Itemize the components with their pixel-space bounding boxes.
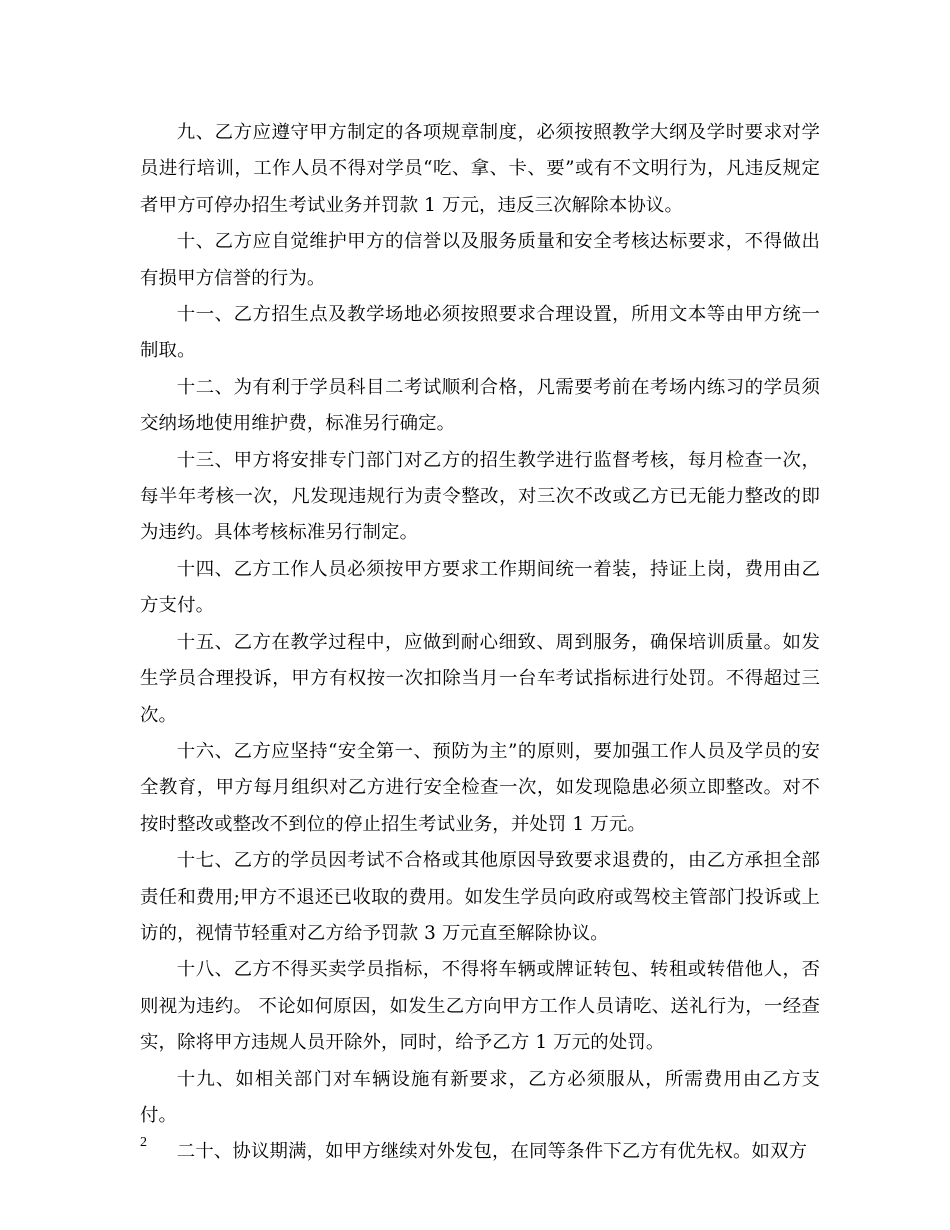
clause-9: 九、乙方应遵守甲方制定的各项规章制度，必须按照教学大纲及学时要求对学员进行培训，工作人员不得对学员“吃、拿、卡、要”或有不文明行为，凡违反规定者甲方可停办招生考试业务并罚款 1 万元，违反三次解除本协议。 — [140, 122, 820, 216]
clause-12: 十二、为有利于学员科目二考试顺利合格，凡需要考前在考场内练习的学员须交纳场地使用维护费，标准另行确定。 — [140, 376, 820, 435]
page-number: 2 — [140, 1135, 147, 1150]
clause-19: 十九、如相关部门对车辆设施有新要求，乙方必须服从，所需费用由乙方支付。 — [140, 1068, 820, 1126]
clause-20: 二十、协议期满，如甲方继续对外发包，在同等条件下乙方有优先权。如双方 — [176, 1141, 808, 1163]
clause-13: 十三、甲方将安排专门部门对乙方的招生教学进行监督考核，每月检查一次，每半年考核一次，凡发现违规行为责令整改，对三次不改或乙方已无能力整改的即为违约。具体考核标准另行制定。 — [140, 449, 820, 544]
document-body — [140, 115, 820, 1171]
clause-18: 十八、乙方不得买卖学员指标，不得将车辆或牌证转包、转租或转借他人，否则视为违约。 不论如何原因，如发生乙方向甲方工作人员请吃、送礼行为，一经查实，除将甲方违规人员开除外，同时，给予乙方 1 万元的处罚。 — [140, 959, 820, 1054]
clause-10: 十、乙方应自觉维护甲方的信誉以及服务质量和安全考核达标要求，不得做出有损甲方信誉的行为。 — [140, 231, 820, 289]
clause-14: 十四、乙方工作人员必须按甲方要求工作期间统一着装，持证上岗，费用由乙方支付。 — [140, 558, 820, 617]
clause-11: 十一、乙方招生点及教学场地必须按照要求合理设置，所用文本等由甲方统一制取。 — [140, 304, 820, 362]
clause-15: 十五、乙方在教学过程中，应做到耐心细致、周到服务，确保培训质量。如发生学员合理投诉，甲方有权按一次扣除当月一台车考试指标进行处罚。不得超过三次。 — [140, 631, 820, 726]
clause-17: 十七、乙方的学员因考试不合格或其他原因导致要求退费的，由乙方承担全部责任和费用;甲方不退还已收取的费用。如发生学员向政府或驾校主管部门投诉或上访的，视情节轻重对乙方给予罚款 3 万元直至解除协议。 — [140, 850, 820, 944]
clause-16: 十六、乙方应坚持“安全第一、预防为主”的原则，要加强工作人员及学员的安全教育，甲方每月组织对乙方进行安全检查一次，如发现隐患必须立即整改。对不按时整改或整改不到位的停止招生考试业务，并处罚 1 万元。 — [140, 740, 820, 835]
